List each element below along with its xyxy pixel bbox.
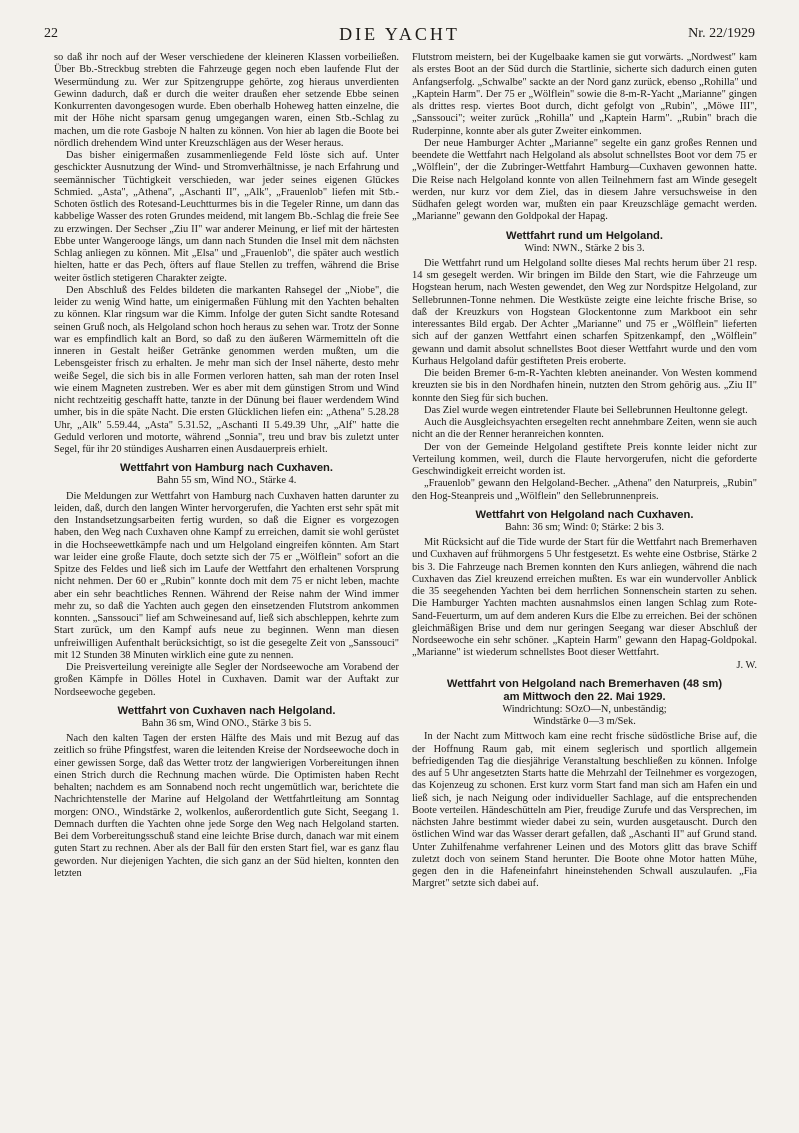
section-meta: Windrichtung: SOzO—N, unbeständig; (502, 703, 667, 715)
section-meta: Windstärke 0—3 m/Sek. (533, 716, 636, 727)
paragraph: Nach den kalten Tagen der ersten Hälfte des Mais und mit Bezug auf das zeitlich so frühe Pfingstfest, waren die leitenden Kreise der Nordseewoche doch in einer gewissen Sorge, daß das Wetter trotz der langwierigen Vorbereitungen ihnen einen Strich durch die Rechnung machen würde. Die Optimisten haben Recht behalten; nachdem es am Sonnabend noch recht ungemütlich war, berichtete die Nachrichtenstelle der Marine auf Helgoland der Wettfahrtleitung am Sonntag morgen: ONO., Windstärke 2, wolkenlos, außerordentlich gute Sicht, Seegang 1. Demnach durften die Yachten ohne jede Sorge den Weg nach Helgoland starten. Bei dem Vorbereitungsschuß stand eine leichte Brise durch, danach war mit einem guten Start zu rechnen. Aber als der Ball für den ersten Start fiel, war es ganz flau geworden. Nur diejenigen Yachten, die sich ganz an der Süd hielten, konnten den letzten (54, 733, 399, 879)
paragraph: Die beiden Bremer 6-m-R-Yachten klebten aneinander. Von Westen kommend kreuzten sie bis in den Nordhafen hinein, nutzten den Strom gehörig aus. „Ziu II" konnte den Sieg für sich buchen. (412, 368, 757, 404)
page-header (44, 24, 755, 46)
section-heading: Wettfahrt von Helgoland nach Bremerhaven (48 sm) (446, 677, 723, 690)
paragraph: Das bisher einigermaßen zusammenliegende Feld löste sich auf. Unter geschickter Ausnutzung der Wind- und Stromverhältnisse, je nach Erfahrung und seemännischer Tüchtigkeit verschieden, war jeder seines eigenen Glückes Schmied. „Asta", „Athena", „Aschanti II", „Alk", „Frauenlob" liefen mit Stb.-Schoten östlich des Rotesand-Leuchtturmes bis in die Tegeler Rinne, um dann das kabbelige Wasser des roten Grundes meidend, mit langem Bb.-Schlag die freie See zu erzwingen. Der Sechser „Ziu II" war anderer Meinung, er lief mit der härtesten Ebbe unter Wangerooge längs, um dann nach Stunden die Insel mit dem nächsten Schlag anliegen zu können. Mit „Elsa" und „Frauenlob", die später auch westlich hielten, hatte er das Pech, öfters auf flaue Stellen zu treffen, während die Brise weiter östlich stetigeren Charakter zeigte. (54, 150, 399, 284)
paragraph: Mit Rücksicht auf die Tide wurde der Start für die Wettfahrt nach Bremerhaven und Cuxhaven auf frühmorgens 5 Uhr festgesetzt. Es wehte eine Ostbrise, Stärke 2 bis 3. Die Fahrzeuge nach Bremen konnten den Kurs anliegen, während die nach Cuxhaven das Ziel kreuzend erreichen mußten. Es war ein wundervoller Anblick die 35 seegehenden Yachten bei dem herrlichen Sonnenschein starten zu sehen. Die Hamburger Yachten machten ausnahmslos einen langen Schlag zum Rote-Sand-Feuerturm, um auf dem anderen Kurs die Elbe zu erreichen. Bei der schönen gleichmäßigen Brise und dem nur geringen Seegang war dieser Abschluß der Nordseewoche ein sehr schöner. „Kaptein Harm" gewann den Hapag-Goldpokal. „Marianne" ist wiederum schnellstes Boot dieser Wettfahrt. (412, 537, 757, 659)
paragraph: Die Meldungen zur Wettfahrt von Hamburg nach Cuxhaven hatten darunter zu leiden, daß, durch den langen Winter hervorgerufen, die Yachten erst sehr spät mit den Instandsetzungsarbeiten fertig wurden, so daß die Eigner es vorgezogen haben, den Weg nach Cuxhaven ohne Kampf zu erreichen, damit sie wohl gerüstet in die Hochseewettkämpfe nach und um Helgoland eingreifen könnten. Am Start war leider eine große Flaute, doch setzte sich der 75 er „Wölflein" sofort an die Spitze des Feldes und ließ sich im Laufe der Wettfahrt den erhaltenen Vorsprung nicht nehmen. Der 60 er „Rubin" konnte doch mit dem 75 er nicht leben, machte aber ein sehr beachtliches Rennen. Während der Reise nahm der Wind immer mehr zu, so daß die Yachten auch gegen den einsetzenden Flutstrom ankommen konnten. „Sanssouci" lief am Schweinesand auf, ließ sich abschleppen, kehrte zum Start zurück, um den Kampf aufs neue zu beginnen. Wenn man diesen unfreiwilligen Aufenthalt berücksichtigt, so ist die gesegelte Zeit von „Sanssouci" mit 12 Stunden 38 Minuten wirklich eine gute zu nennen. (54, 490, 399, 661)
section-meta: Bahn: 36 sm; Wind: 0; Stärke: 2 bis 3. (505, 521, 664, 533)
magazine-title: DIE YACHT (339, 24, 460, 44)
section-heading: Wettfahrt von Helgoland nach Cuxhaven. (475, 508, 694, 521)
paragraph: Der von der Gemeinde Helgoland gestiftete Preis konnte leider nicht zur Verteilung kommen, weil, durch die Flaute hervorgerufen, nicht die geforderte Geschwindigkeit erreicht worden ist. (412, 441, 757, 477)
paragraph: Das Ziel wurde wegen eintretender Flaute bei Sellebrunnen Heultonne gelegt. (424, 404, 748, 416)
section-heading-date: am Mittwoch den 22. Mai 1929. (503, 690, 666, 703)
author-signature: J. W. (736, 659, 757, 671)
section-meta: Bahn 36 sm, Wind ONO., Stärke 3 bis 5. (141, 717, 312, 729)
section-meta: Wind: NWN., Stärke 2 bis 3. (524, 242, 645, 254)
section-heading: Wettfahrt von Cuxhaven nach Helgoland. (117, 704, 336, 717)
paragraph: Die Wettfahrt rund um Helgoland sollte dieses Mal rechts herum über 21 resp. 14 sm gesegelt werden. Wir bringen im Bilde den Start, wie die Fahrzeuge um Hogstean herum, nach Westen gewendet, den Weg zur Nordspitze Helgoland, zur Sellebrunnen-Tonne nehmen. Die Westküste zeigte eine leichte frische Brise, so daß der Kreuzkurs von Hogstean Glockentonne zum Markboot ein sehr interessantes Bild ergab. Der Achter „Marianne" und 75 er „Wölflein" lieferten sich auf der ganzen Wettfahrt einen scharfen Spitzenkampf, den „Wölflein" gewann und damit absolut schnellstes Boot dieser Wettfahrt wurde und den vom Kurhaus Helgoland dafür gestifteten Preis eroberte. (412, 257, 757, 367)
section-heading: Wettfahrt von Hamburg nach Cuxhaven. (119, 462, 333, 475)
paragraph: Der neue Hamburger Achter „Marianne" segelte ein ganz großes Rennen und beendete die Wettfahrt nach Helgoland als absolut schnellstes Boot vor dem 75 er „Wölflein", der die Zubringer-Wettfahrt Hamburg—Cuxhaven gewonnen hatte. Die Reise nach Helgoland konnte von allen Teilnehmern fast am Winde gesegelt werden, nur kurz vor dem Ziel, das in diesem Jahre versuchsweise in den Südhafen gelegt worden war, mußten ein paar Kreuzschläge gemacht werden. „Marianne" gewann den Goldpokal der Hapag. (412, 137, 757, 223)
left-column (54, 52, 399, 1122)
paragraph: „Frauenlob" gewann den Helgoland-Becher. „Athena" den Naturpreis, „Rubin" den Hog-Steanpreis und „Wölflein" den Sellebrunnenpreis. (412, 478, 757, 502)
right-column (412, 52, 757, 1122)
paragraph: Auch die Ausgleichsyachten ersegelten recht annehmbare Zeiten, wenn sie auch nicht an die der Renner heranreichen konnten. (412, 417, 757, 441)
paragraph: so daß ihr noch auf der Weser verschiedene der kleineren Klassen vorbeiließen. Über Bb.-Streckbug strebten die Fahrzeuge gegen noch eben laufende Flut der Wesermündung zu. Wer zur Spitzengruppe gehörte, zog hieraus unverdienten Gewinn dadurch, daß er durch die weiter draußen eher setzende Ebbe seinen Konkurrenten davongesogen wurde. Eben oberhalb Hoheweg hatten einzelne, die mit der Höhe nicht sparsam genug umgegangen waren, einen Stb.-Schlag zu machen, um die rote Gasboje N halten zu können. Von hier ab lagen die Boote bei nördlich drehendem Wind unter Kreuzschlägen aus der Weser heraus. (54, 52, 399, 149)
paragraph: In der Nacht zum Mittwoch kam eine recht frische südöstliche Brise auf, die der Hoffnung Raum gab, mit einem seglerisch und sportlich allgemein befriedigenden Tag die diesjährige Veranstaltung beschließen zu können. Infolge des auf 5 Uhr angesetzten Starts hatte die Mehrzahl der Teilnehmer es vorgezogen, das Kojenzeug zu schonen. Erst kurz vorm Start fand man sich am Hafen ein und ließ sich, je nach Neigung oder individueller Sachlage, auf die entsprechenden Boote verteilen. Händeschütteln am Pier, freudige Zurufe und das Versprechen, im nächsten Jahre bestimmt wieder dabei zu sein, wurden ausgetauscht. Durch den östlichen Wind war das Wasser derart gefallen, daß „Aschanti II" auf Grund stand. Unter Zuhilfenahme verfahrener Leinen und des Motors glitt das brave Schiff zuletzt doch von seinem Stand herunter. Die Boote ohne Motor hatten Mühe, gegen den in die Hafeneinfahrt hineinstehenden Schwall auszulaufen. „Fia Margret" setzte sich dabei auf. (412, 731, 757, 890)
paragraph: Flutstrom meistern, bei der Kugelbaake kamen sie gut vorwärts. „Nordwest" kam als erstes Boot an der Süd durch die Startlinie, sicherte sich dadurch einen guten Anfangserfolg. „Schwalbe" sackte an der Nord ganz zurück, ebenso „Rohilla" und „Kaptein Harm". Der 75 er „Wölflein" sowie die 8-m-R-Yacht „Marianne" gingen als drittes resp. viertes Boot durch, dicht gefolgt von „Rubin", „Möwe III", „Sanssouci"; weiter zurück „Rohilla" und „Kaptein Harm". „Rubin" brach die Ruderpinne, konnte aber als guter Zweiter einkommen. (412, 52, 757, 137)
paragraph: Die Preisverteilung vereinigte alle Segler der Nordseewoche am Vorabend der großen Kämpfe in Dölles Hotel in Cuxhaven. Damit war der Auftakt zur Nordseewoche gegeben. (54, 662, 399, 698)
page-number: 22 (44, 26, 58, 41)
paragraph: Den Abschluß des Feldes bildeten die markanten Rahsegel der „Niobe", die leider zu wenig Wind hatte, um einigermaßen Fühlung mit den Yachten behalten zu können. Klar ringsum war die Kimm. Infolge der guten Sicht sandte Rotesand seinen Gruß noch, als Helgoland schon hoch heraus zu sehen war. Trotz der Sonne war es empfindlich kalt an Bord, so daß zu den äußeren Wärmemitteln oft die inneren in Gestalt heißer Getränke genommen werden mußten, um die Lebensgeister frisch zu erhalten. Je mehr man sich der Insel näherte, desto mehr weiße Segel, die sich bis in alle Formen verloren hatten, sah man der roten Insel wie einem Magneten zustreben. Wer es aber mit dem günstigen Strom und Wind nicht rechtzeitig geschafft hatte, tanzte in der Dünung bei flauer werdendem Wind umher, bis in die späte Nacht. Die ersten Glücklichen liefen ein: „Athena" 5.28.28 Uhr, „Alk" 5.59.44, „Asta" 5.31.52, „Aschanti II 5.49.39 Uhr, „Alf" hatte die Geduld verloren und motorte, während „Sonnia", treu und brav bis zuletzt unter Segel, für ihr 20 stündiges Ausharren einen Ausdauerpreis erhielt. (54, 284, 399, 455)
section-meta: Bahn 55 sm, Wind NO., Stärke 4. (156, 475, 297, 487)
issue-number: Nr. 22/1929 (688, 26, 755, 41)
section-heading: Wettfahrt rund um Helgoland. (505, 229, 664, 242)
